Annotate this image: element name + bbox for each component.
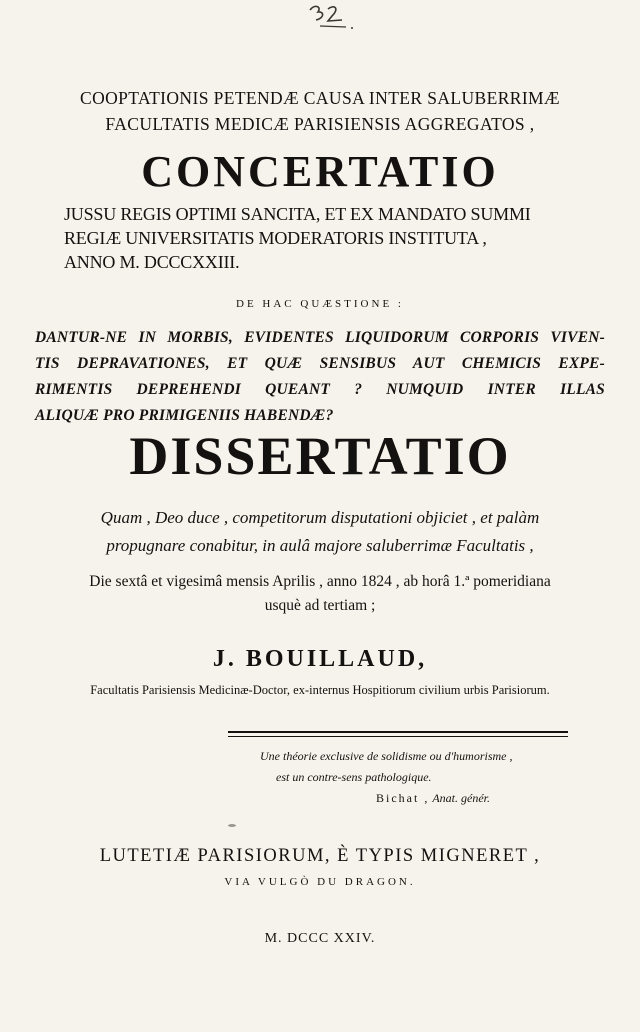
question-line-1: DANTUR-NE IN MORBIS, EVIDENTES LIQUIDORUM CORPORIS VIVEN- <box>35 329 605 346</box>
divider-rule-thick <box>228 731 568 733</box>
publication-year: M. DCCC XXIV. <box>264 931 376 946</box>
question-line-4: ALIQUÆ PRO PRIMIGENIIS HABENDÆ? <box>35 407 334 424</box>
divider-rule-thin <box>228 736 568 737</box>
quam-line-2: propugnare conabitur, in aulâ majore saluberrimæ Facultatis , <box>106 536 534 555</box>
imprint-line-2: VIA VULGÒ DU DRAGON. <box>224 876 416 888</box>
question-line-3: RIMENTIS DEPREHENDI QUEANT ? NUMQUID INTER ILLAS <box>35 381 605 398</box>
paper-speck <box>228 824 236 827</box>
imprint-line-1: LUTETIÆ PARISIORUM, È TYPIS MIGNERET , <box>99 846 541 866</box>
question-line-2: TIS DEPRAVATIONES, ET QUÆ SENSIBUS AUT CHEMICIS EXPE- <box>35 355 605 372</box>
epigraph-attribution <box>376 791 640 806</box>
epigraph-author: Bichat , <box>376 791 430 805</box>
de-hac-quaestione: DE HAC QUÆSTIONE : <box>236 298 404 310</box>
title-concertatio: CONCERTATIO <box>141 147 499 196</box>
epigraph-line-2: est un contre-sens pathologique. <box>276 770 432 784</box>
handwritten-shelfmark <box>298 2 358 32</box>
quam-line-1: Quam , Deo duce , competitorum disputationi objiciet , et palàm <box>100 508 540 527</box>
epigraph-source: Anat. génér. <box>432 791 490 805</box>
intro-line-1: COOPTATIONIS PETENDÆ CAUSA INTER SALUBERRIMÆ <box>80 88 560 108</box>
jussu-line-3: ANNO M. DCCCXXIII. <box>64 252 240 272</box>
author-title: Facultatis Parisiensis Medicinæ-Doctor, ex-internus Hospitiorum civilium urbis Parisiorum. <box>90 683 550 697</box>
author-name: J. BOUILLAUD, <box>212 646 428 672</box>
jussu-line-1: JUSSU REGIS OPTIMI SANCITA, ET EX MANDATO SUMMI <box>64 204 531 224</box>
intro-line-2: FACULTATIS MEDICÆ PARISIENSIS AGGREGATOS , <box>105 114 535 134</box>
die-line-1: Die sextâ et vigesimâ mensis Aprilis , anno 1824 , ab horâ 1.ª pomeridiana <box>89 573 551 590</box>
jussu-line-2: REGIÆ UNIVERSITATIS MODERATORIS INSTITUTA , <box>64 228 487 248</box>
title-dissertatio: DISSERTATIO <box>129 426 511 486</box>
epigraph-line-1: Une théorie exclusive de solidisme ou d'humorisme , <box>260 749 513 763</box>
die-line-2: usquè ad tertiam ; <box>264 597 376 614</box>
